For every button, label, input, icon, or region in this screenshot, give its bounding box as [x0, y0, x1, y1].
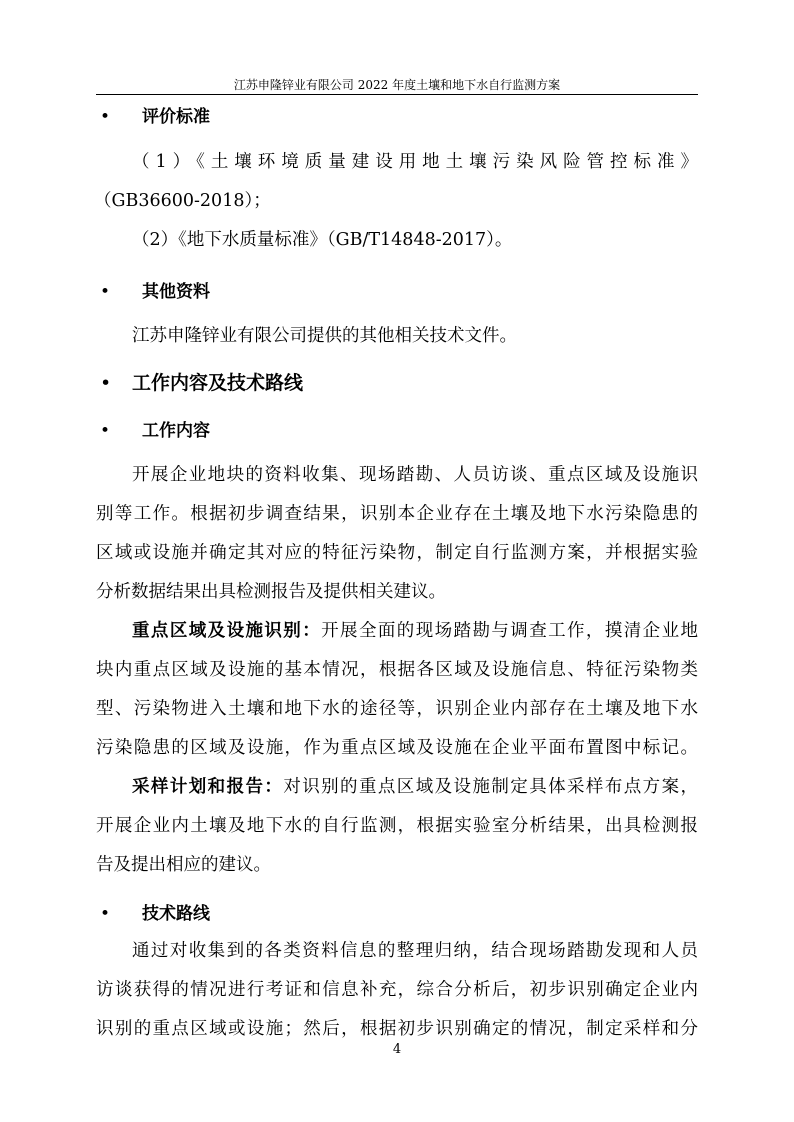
bullet-icon: •	[100, 107, 111, 127]
bullet-icon: •	[100, 904, 111, 924]
key-area-text: 开展全面的现场踏勘与调查工作，摸清企业地	[321, 621, 699, 641]
paragraph-line: 访谈获得的情况进行考证和信息补充，综合分析后，初步识别确定企业内	[96, 980, 698, 1000]
running-header: 江苏申隆锌业有限公司 2022 年度土壤和地下水自行监测方案	[233, 78, 561, 92]
heading-evaluation-standards	[100, 106, 210, 128]
other-materials-text: 江苏申隆锌业有限公司提供的其他相关技术文件。	[132, 326, 517, 346]
heading-work-and-route	[100, 372, 303, 394]
heading-text: 技术路线	[142, 904, 210, 924]
standard-item-1-code: （GB36600-2018）；	[94, 191, 271, 211]
sampling-plan-text: 对识别的重点区域及设施制定具体采样布点方案，	[283, 777, 699, 797]
heading-text: 工作内容及技术路线	[132, 372, 304, 394]
bullet-icon: •	[100, 372, 112, 394]
paragraph-line: 通过对收集到的各类资料信息的整理归纳，结合现场踏勘发现和人员	[132, 941, 698, 961]
heading-text: 工作内容	[142, 421, 210, 441]
heading-technical-route	[100, 903, 210, 925]
paragraph-line: 污染隐患的区域及设施，作为重点区域及设施在企业平面布置图中标记。	[96, 738, 698, 758]
paragraph-line: 告及提出相应的建议。	[96, 855, 271, 875]
heading-text: 其他资料	[142, 282, 210, 302]
heading-work-content	[100, 420, 210, 442]
paragraph-line: 开展企业内土壤及地下水的自行监测，根据实验室分析结果，出具检测报	[96, 816, 698, 836]
paragraph-line: 识别的重点区域或设施；然后，根据初步识别确定的情况，制定采样和分	[96, 1019, 698, 1039]
header-rule	[96, 94, 698, 95]
page-number: 4	[392, 1042, 402, 1057]
key-area-label: 重点区域及设施识别：	[132, 621, 322, 641]
sampling-plan-label: 采样计划和报告：	[132, 777, 284, 797]
paragraph-line: 别等工作。根据初步调查结果，识别本企业存在土壤及地下水污染隐患的	[96, 504, 698, 524]
heading-other-materials	[100, 281, 210, 303]
standard-item-1: （1）《土壤环境质量建设用地土壤污染风险管控标准》	[132, 152, 698, 172]
bullet-icon: •	[100, 282, 111, 302]
paragraph-line: 块内重点区域及设施的基本情况，根据各区域及设施信息、特征污染物类	[96, 660, 698, 680]
paragraph-line: 分析数据结果出具检测报告及提供相关建议。	[96, 582, 446, 602]
paragraph-line	[132, 775, 698, 799]
paragraph-line: 开展企业地块的资料收集、现场踏勘、人员访谈、重点区域及设施识	[132, 465, 698, 485]
paragraph-line	[132, 619, 698, 643]
heading-text: 评价标准	[142, 107, 210, 127]
paragraph-line: 区域或设施并确定其对应的特征污染物，制定自行监测方案，并根据实验	[96, 543, 698, 563]
standard-item-2: （2）《地下水质量标准》（GB/T14848-2017）。	[132, 230, 513, 250]
bullet-icon: •	[100, 421, 111, 441]
paragraph-line: 型、污染物进入土壤和地下水的途径等，识别企业内部存在土壤及地下水	[96, 699, 698, 719]
